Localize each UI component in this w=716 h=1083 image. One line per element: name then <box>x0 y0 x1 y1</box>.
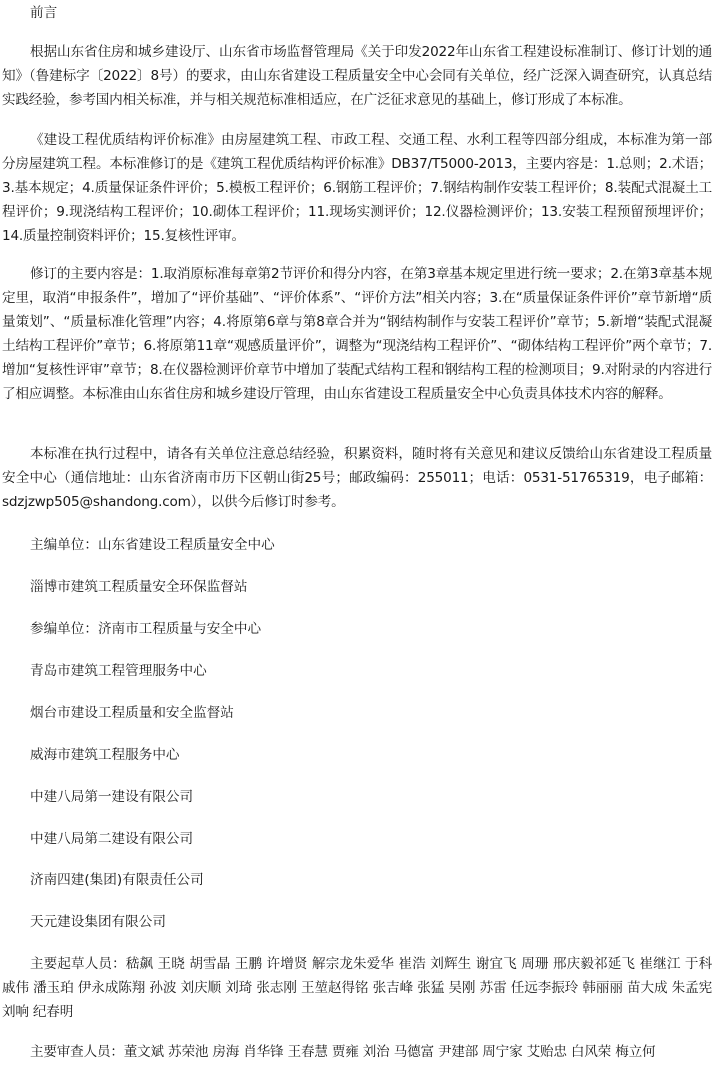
unit-line: 威海市建筑工程服务中心 <box>30 747 180 763</box>
paragraph-feedback: 本标准在执行过程中，请各有关单位注意总结经验，积累资料，随时将有关意见和建议反馈给山东省建设工程质量安全中心（通信地址：山东省济南市历下区朝山街25号；邮政编码：255011；电话：0531-51765319，电子邮箱：sdzjzwp505@shandong.com），以供今后修订时参考。 <box>2 446 712 510</box>
unit-line: 济南四建(集团)有限责任公司 <box>30 872 204 888</box>
unit-line: 天元建设集团有限公司 <box>30 914 166 930</box>
unit-line: 青岛市建筑工程管理服务中心 <box>30 663 207 679</box>
unit-line: 淄博市建筑工程质量安全环保监督站 <box>30 579 248 595</box>
participating-unit: 参编单位：济南市工程质量与安全中心 <box>30 621 262 637</box>
document-heading: 前言 <box>30 5 58 21</box>
unit-line: 中建八局第二建设有限公司 <box>30 831 194 847</box>
unit-line: 中建八局第一建设有限公司 <box>30 789 194 805</box>
paragraph-revisions: 修订的主要内容是：1.取消原标准每章第2节评价和得分内容，在第3章基本规定里进行统一要求；2.在第3章基本规定里，取消“申报条件”，增加了“评价基础”、“评价体系”、“评价方法”相关内容；3.在“质量保证条件评价”章节新增“质量策划”、“质量标准化管理”内容；4.将原第6章与第8章合并为“钢结构制作与安装工程评价”章节；5.新增“装配式混凝土结构工程评价”章节；6.将原第11章“观感质量评价”，调整为“现浇结构工程评价”、“砌体结构工程评价”两个章节；7.增加“复核性评审”章节；8.在仪器检测评价章节中增加了装配式结构工程和钢结构工程的检测项目；9.对附录的内容进行了相应调整。本标准由山东省住房和城乡建设厅管理，由山东省建设工程质量安全中心负责具体技术内容的解释。 <box>2 266 712 402</box>
paragraph-basis: 根据山东省住房和城乡建设厅、山东省市场监督管理局《关于印发2022年山东省工程建设标准制订、修订计划的通知》（鲁建标字〔2022〕8号）的要求，由山东省建设工程质量安全中心会同有关单位，经广泛深入调查研究，认真总结实践经验，参考国内相关标准，并与相关规范标准相适应，在广泛征求意见的基础上，修订形成了本标准。 <box>2 44 712 108</box>
drafters-list: 主要起草人员：嵇飙 王晓 胡雪晶 王鹏 许增贤 解宗龙朱爱华 崔浩 刘辉生 谢宜飞 周珊 邢庆毅祁延飞 崔继江 于科 戚伟 潘玉珀 伊永成陈翔 孙波 刘庆顺 刘琦 张志刚 王堃赵得铭 张吉峰 张猛 吴刚 苏雷 任远李振玲 韩丽丽 苗大成 朱孟宪 刘响 纪春明 <box>2 956 712 1020</box>
unit-line: 烟台市建设工程质量和安全监督站 <box>30 705 234 721</box>
reviewers-list: 主要审查人员：董文斌 苏荣池 房海 肖华锋 王春慧 贾雍 刘治 马德富 尹建部 周宁家 艾贻忠 白风荣 梅立何 <box>30 1044 656 1060</box>
paragraph-composition: 《建设工程优质结构评价标准》由房屋建筑工程、市政工程、交通工程、水利工程等四部分组成，本标准为第一部分房屋建筑工程。本标准修订的是《建筑工程优质结构评价标准》DB37/T5000-2013，主要内容是：1.总则；2.术语；3.基本规定；4.质量保证条件评价；5.模板工程评价；6.钢筋工程评价；7.钢结构制作安装工程评价；8.装配式混凝土工程评价；9.现浇结构工程评价；10.砌体工程评价；11.现场实测评价；12.仪器检测评价；13.安装工程预留预埋评价；14.质量控制资料评价；15.复核性评审。 <box>2 132 712 244</box>
chief-editor-unit: 主编单位：山东省建设工程质量安全中心 <box>30 537 275 553</box>
